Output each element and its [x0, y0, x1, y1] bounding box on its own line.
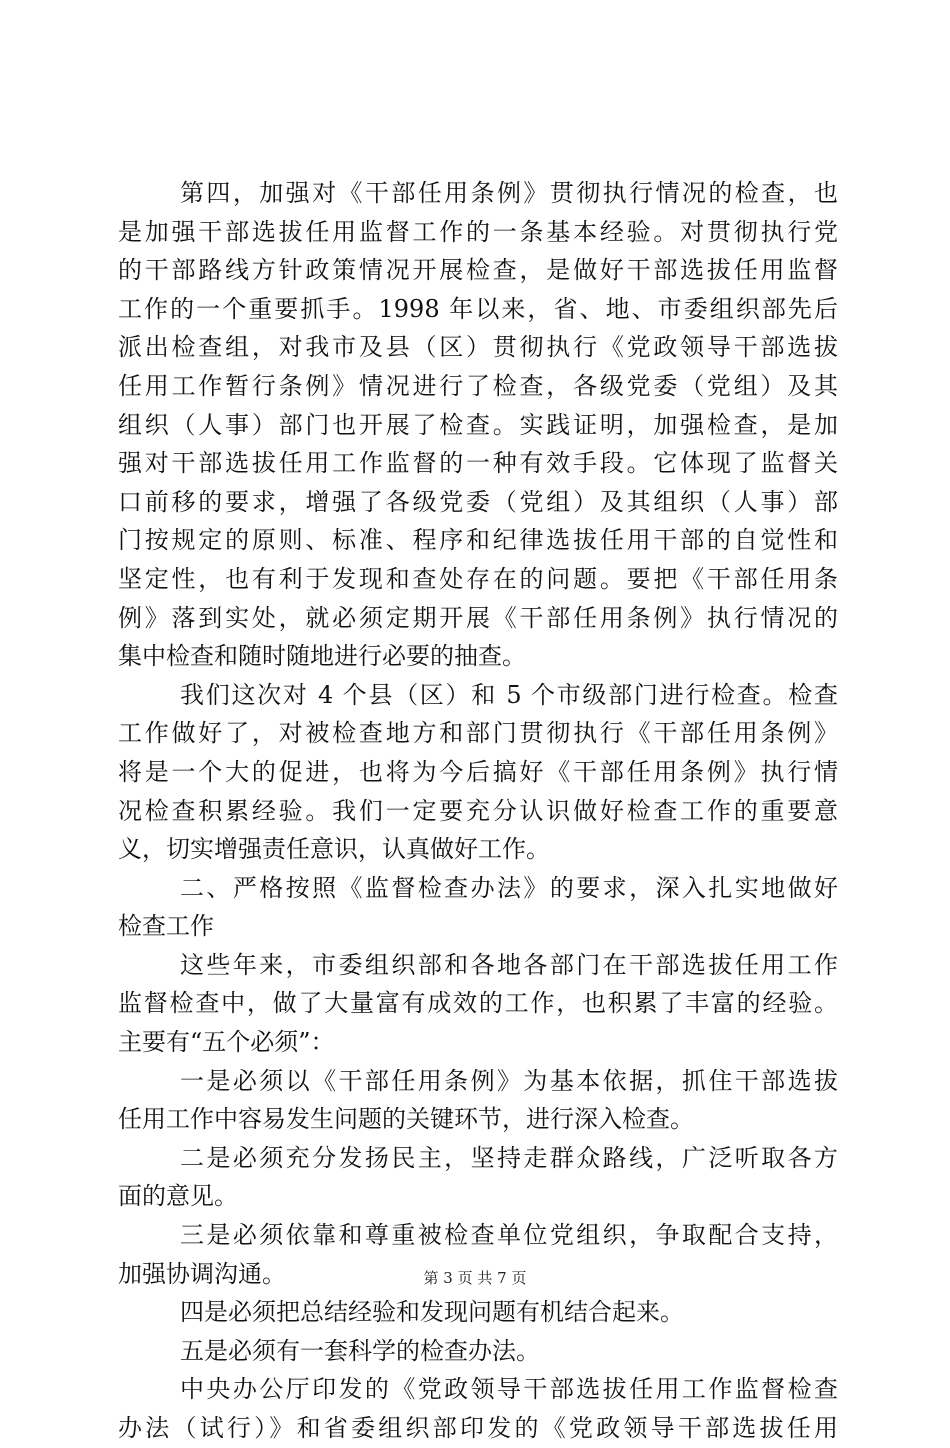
text-line: 加强协调沟通。 [118, 1259, 286, 1288]
text-line: 面的意见。 [118, 1182, 238, 1211]
text-line: 集中检查和随时随地进行必要的抽查。 [118, 642, 526, 671]
text-line: 强对干部选拔任用工作监督的一种有效手段。它体现了监督关 [118, 449, 838, 478]
text-line: 第四，加强对《干部任用条例》贯彻执行情况的检查，也 [180, 179, 838, 207]
page-number-footer: 第 3 页 共 7 页 [423, 1269, 527, 1287]
text-line: 将是一个大的促进，也将为今后搞好《干部任用条例》执行情 [118, 757, 838, 786]
text-line: 五是必须有一套科学的检查办法。 [180, 1336, 540, 1365]
text-line: 的干部路线方针政策情况开展检查，是做好干部选拔任用监督 [118, 256, 838, 285]
text-line: 是加强干部选拔任用监督工作的一条基本经验。对贯彻执行党 [118, 217, 838, 246]
section-heading-line: 二、严格按照《监督检查办法》的要求，深入扎实地做好 [180, 873, 838, 902]
text-line: 办法（试行）》和省委组织部印发的《党政领导干部选拔任用 [118, 1414, 838, 1442]
section-heading-line: 检查工作 [118, 912, 214, 941]
text-line: 派出检查组，对我市及县（区）贯彻执行《党政领导干部选拔 [118, 333, 838, 362]
text-line: 义，切实增强责任意识，认真做好工作。 [118, 835, 550, 864]
text-line: 监督检查中，做了大量富有成效的工作，也积累了丰富的经验。 [118, 989, 838, 1018]
text-line: 一是必须以《干部任用条例》为基本依据，抓住干部选拔 [180, 1066, 838, 1095]
text-line: 坚定性，也有利于发现和查处存在的问题。要把《干部任用条 [118, 564, 838, 593]
text-line: 工作的一个重要抓手。1998 年以来，省、地、市委组织部先后 [118, 294, 838, 323]
text-line: 我们这次对 4 个县（区）和 5 个市级部门进行检查。检查 [180, 680, 838, 709]
text-line: 口前移的要求，增强了各级党委（党组）及其组织（人事）部 [118, 487, 838, 516]
text-line: 任用工作暂行条例》情况进行了检查，各级党委（党组）及其 [118, 371, 838, 400]
text-line: 这些年来，市委组织部和各地各部门在干部选拔任用工作 [180, 950, 838, 979]
text-line: 例》落到实处，就必须定期开展《干部任用条例》执行情况的 [118, 603, 838, 632]
document-body [118, 174, 838, 1448]
text-line: 三是必须依靠和尊重被检查单位党组织，争取配合支持， [180, 1221, 838, 1250]
text-line: 任用工作中容易发生问题的关键环节，进行深入检查。 [118, 1105, 694, 1134]
text-line: 工作做好了，对被检查地方和部门贯彻执行《干部任用条例》 [118, 719, 838, 748]
text-line: 四是必须把总结经验和发现问题有机结合起来。 [180, 1298, 684, 1327]
text-line: 况检查积累经验。我们一定要充分认识做好检查工作的重要意 [118, 796, 838, 825]
text-line: 中央办公厅印发的《党政领导干部选拔任用工作监督检查 [180, 1375, 838, 1404]
text-line: 组织（人事）部门也开展了检查。实践证明，加强检查，是加 [118, 410, 838, 439]
text-line: 主要有“五个必须”： [118, 1028, 335, 1057]
text-line: 门按规定的原则、标准、程序和纪律选拔任用干部的自觉性和 [118, 526, 838, 555]
text-line: 二是必须充分发扬民主，坚持走群众路线，广泛听取各方 [180, 1143, 838, 1172]
